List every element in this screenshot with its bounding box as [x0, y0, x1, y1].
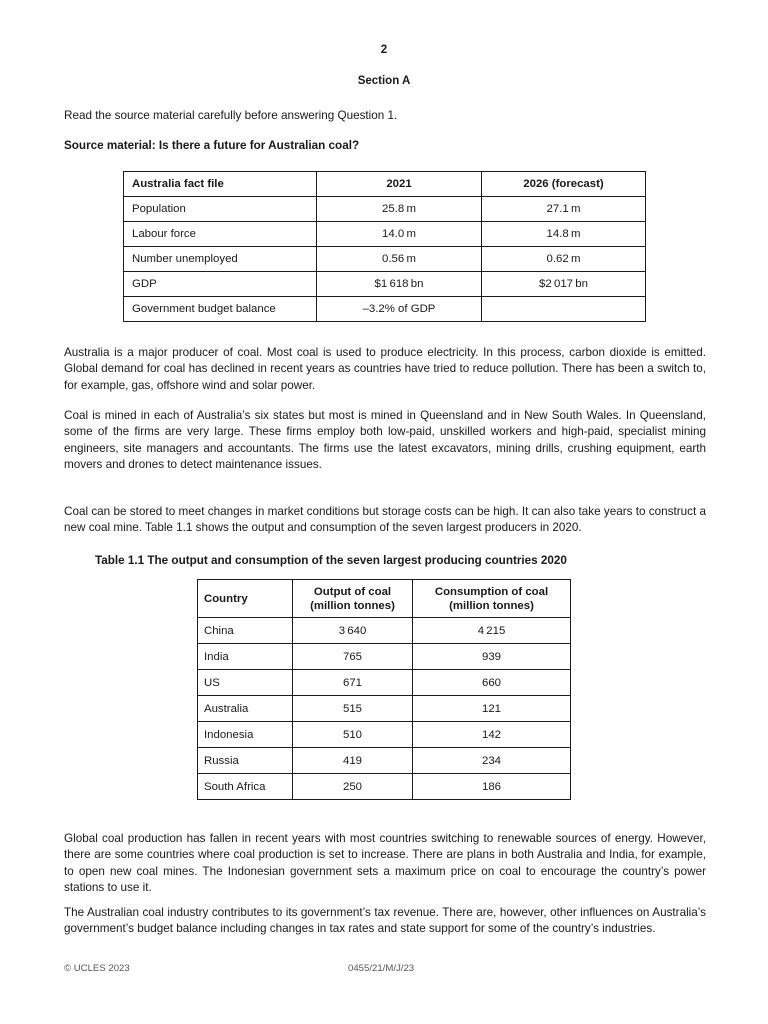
coal-row-output: 515: [293, 696, 413, 722]
fact-row-label: Population: [124, 197, 317, 222]
table-row: [198, 670, 571, 696]
fact-row-value-2021: 25.8 m: [317, 197, 482, 222]
fact-row-value-2026: 27.1 m: [482, 197, 646, 222]
table-row: [198, 696, 571, 722]
coal-row-output: 250: [293, 774, 413, 800]
coal-header-consumption: [413, 580, 571, 618]
fact-row-value-2021: –3.2% of GDP: [317, 297, 482, 322]
table-row: [198, 748, 571, 774]
coal-output-consumption-table: [197, 579, 571, 800]
coal-row-country: South Africa: [198, 774, 293, 800]
coal-row-country: US: [198, 670, 293, 696]
table-row: [198, 774, 571, 800]
table-row: [198, 722, 571, 748]
coal-row-output: 765: [293, 644, 413, 670]
fact-row-value-2026: $2 017 bn: [482, 272, 646, 297]
coal-header-output-line2: (million tonnes): [310, 599, 395, 612]
fact-row-value-2021: 0.56 m: [317, 247, 482, 272]
table-row: [124, 272, 646, 297]
paragraph-5: The Australian coal industry contributes to its government’s tax revenue. There are, however, other influences on Australia’s government’s budget balance including changes in tax rates and state support for some of the country’s industries.: [64, 905, 706, 936]
fact-row-value-2026: 0.62 m: [482, 247, 646, 272]
coal-header-country: Country: [198, 580, 293, 618]
instruction-text: Read the source material carefully before answering Question 1.: [64, 109, 398, 122]
footer-paper-code: 0455/21/M/J/23: [348, 963, 415, 974]
page-number: 2: [380, 44, 388, 56]
coal-header-consumption-line2: (million tonnes): [449, 599, 534, 612]
coal-row-output: 671: [293, 670, 413, 696]
coal-row-output: 419: [293, 748, 413, 774]
table-row: [124, 197, 646, 222]
coal-header-output: [293, 580, 413, 618]
paragraph-1: Australia is a major producer of coal. Most coal is used to produce electricity. In this process, carbon dioxide is emitted. Global demand for coal has declined in recent years as countries have tried to reduce pollution. There has been a switch to, for example, gas, offshore wind and solar power.: [64, 345, 706, 392]
australia-fact-file-table: [123, 171, 646, 322]
fact-file-header-2026: 2026 (forecast): [482, 172, 646, 197]
table-header-row: [124, 172, 646, 197]
coal-header-consumption-line1: Consumption of coal: [434, 585, 549, 598]
coal-row-country: India: [198, 644, 293, 670]
coal-row-consumption: 939: [413, 644, 571, 670]
coal-row-consumption: 660: [413, 670, 571, 696]
coal-row-country: Australia: [198, 696, 293, 722]
table-row: [124, 222, 646, 247]
fact-row-label: GDP: [124, 272, 317, 297]
fact-row-value-2026: [482, 297, 646, 322]
footer-copyright: © UCLES 2023: [64, 963, 130, 974]
fact-row-label: Number unemployed: [124, 247, 317, 272]
fact-row-value-2021: 14.0 m: [317, 222, 482, 247]
table-row: [124, 247, 646, 272]
table-row: [198, 618, 571, 644]
source-material-heading: Source material: Is there a future for Australian coal?: [64, 139, 360, 152]
coal-row-country: Indonesia: [198, 722, 293, 748]
coal-row-country: Russia: [198, 748, 293, 774]
table-row: [198, 644, 571, 670]
fact-row-value-2026: 14.8 m: [482, 222, 646, 247]
coal-header-output-line1: Output of coal: [313, 585, 392, 598]
coal-row-country: China: [198, 618, 293, 644]
coal-row-consumption: 4 215: [413, 618, 571, 644]
coal-row-consumption: 121: [413, 696, 571, 722]
table-header-row: [198, 580, 571, 618]
paragraph-2: Coal is mined in each of Australia’s six states but most is mined in Queensland and in New South Wales. In Queensland, some of the firms are very large. These firms employ both low-paid, unskilled workers and high-paid, specialist mining engineers, site managers and accountants. The firms use the latest excavators, mining drills, crushing equipment, earth movers and drones to detect maintenance issues.: [64, 408, 706, 471]
table-row: [124, 297, 646, 322]
coal-row-consumption: 142: [413, 722, 571, 748]
fact-row-label: Labour force: [124, 222, 317, 247]
coal-row-consumption: 234: [413, 748, 571, 774]
paragraph-3: Coal can be stored to meet changes in market conditions but storage costs can be high. It can also take years to construct a new coal mine. Table 1.1 shows the output and consumption of the seven largest producers in 2020.: [64, 504, 706, 535]
fact-row-label: Government budget balance: [124, 297, 317, 322]
fact-file-header-2021: 2021: [317, 172, 482, 197]
table-1-1-caption: Table 1.1 The output and consumption of the seven largest producing countries 2020: [95, 554, 567, 567]
section-title: Section A: [357, 75, 411, 87]
fact-row-value-2021: $1 618 bn: [317, 272, 482, 297]
paragraph-4: Global coal production has fallen in recent years with most countries switching to renewable sources of energy. However, there are some countries where coal production is set to increase. There are plans in both Australia and India, for example, to open new coal mines. The Indonesian government sets a maximum price on coal to encourage the country’s power stations to use it.: [64, 831, 706, 894]
coal-row-output: 3 640: [293, 618, 413, 644]
coal-row-output: 510: [293, 722, 413, 748]
fact-file-header-label: Australia fact file: [124, 172, 317, 197]
coal-row-consumption: 186: [413, 774, 571, 800]
